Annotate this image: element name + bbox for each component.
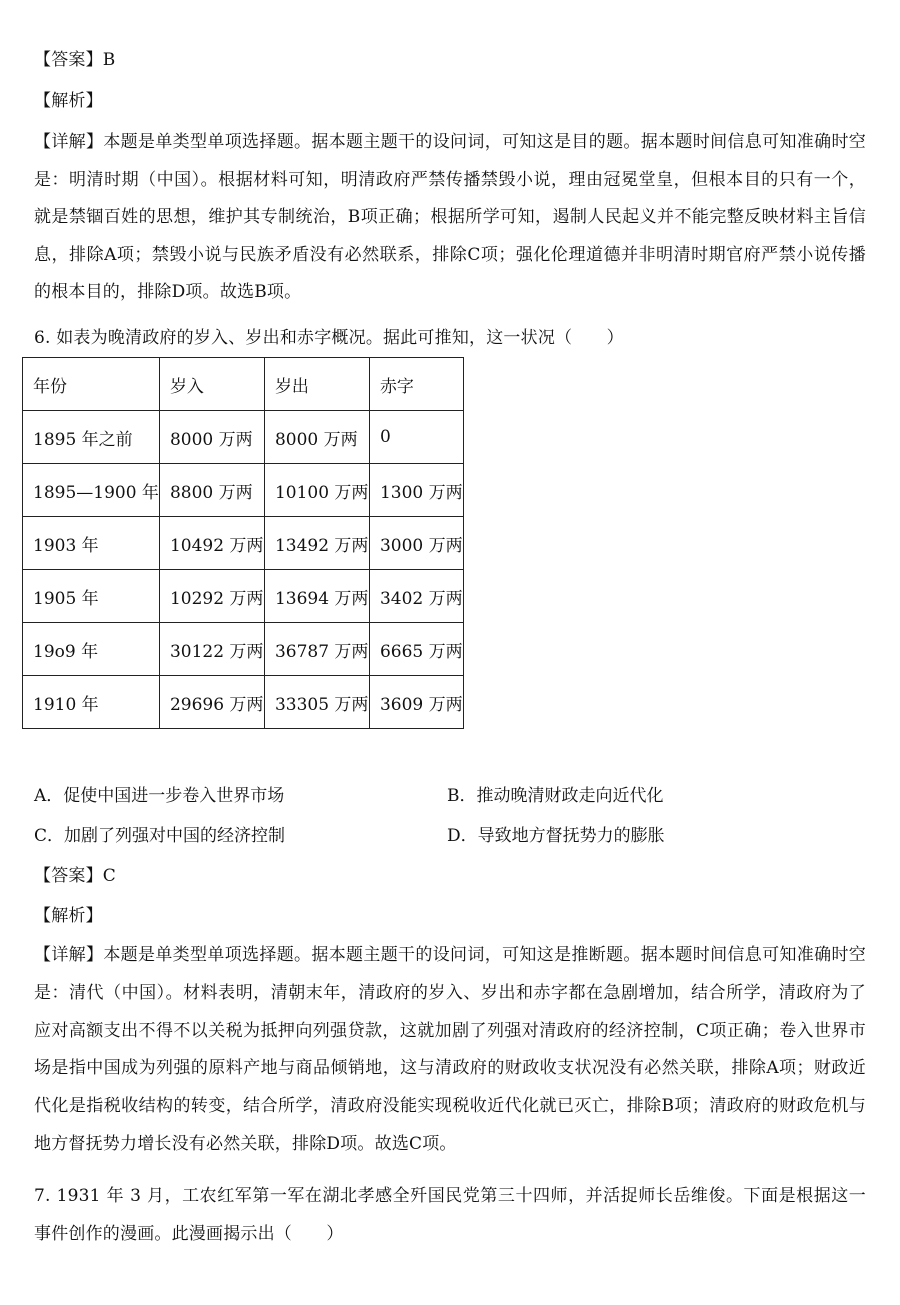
question-7-stem: 7. 1931 年 3 月，工农红军第一军在湖北孝感全歼国民党第三十四师，并活捉师长岳维俊。下面是根据这一事件创作的漫画。此漫画揭示出（ ） xyxy=(34,1186,866,1244)
question-6-stem: 6. 如表为晚清政府的岁入、岁出和赤字概况。据此可推知，这一状况（ ） xyxy=(34,328,624,348)
table-row xyxy=(23,411,464,464)
table-cell: 0 xyxy=(369,411,463,464)
table-cell: 33305 万两 xyxy=(264,676,369,729)
table-cell: 13694 万两 xyxy=(264,570,369,623)
answer-label-q5: 【答案】B xyxy=(34,50,116,70)
table-header-row xyxy=(23,358,464,411)
table-cell: 1903 年 xyxy=(23,517,160,570)
analysis-bracket-open: 【 xyxy=(34,91,52,111)
table-row xyxy=(23,676,464,729)
table-row xyxy=(23,623,464,676)
analysis-label-q6: 【解析】 xyxy=(34,906,103,926)
table-header-cell: 岁入 xyxy=(159,358,264,411)
table-cell: 10492 万两 xyxy=(159,517,264,570)
answer-label-q6: 【答案】C xyxy=(34,866,117,886)
option-a: A．促使中国进一步卷入世界市场 xyxy=(34,786,285,806)
table-cell: 1300 万两 xyxy=(369,464,463,517)
table-row xyxy=(23,464,464,517)
table-cell: 1905 年 xyxy=(23,570,160,623)
table-cell: 10292 万两 xyxy=(159,570,264,623)
table-header-cell: 年份 xyxy=(23,358,160,411)
detail-explanation-q6: 【详解】本题是单类型单项选择题。据本题主题干的设问词，可知这是推断题。据本题时间信息可知准确时空是：清代（中国）。材料表明，清朝末年，清政府的岁入、岁出和赤字都在急剧增加，结合所学，清政府为了应对高额支出不得不以关税为抵押向列强贷款，这就加剧了列强对清政府的经济控制，C项正确；卷入世界市场是指中国成为列强的原料产地与商品倾销地，这与清政府的财政收支状况没有必然关联，排除A项；财政近代化是指税收结构的转变，结合所学，清政府没能实现税收近代化就已灭亡，排除B项；清政府的财政危机与地方督抚势力增长没有必然关联，排除D项。故选C项。 xyxy=(34,945,866,1154)
table-cell: 1895—1900 年 xyxy=(23,464,160,517)
table-cell: 29696 万两 xyxy=(159,676,264,729)
table-cell: 13492 万两 xyxy=(264,517,369,570)
table-cell: 3609 万两 xyxy=(369,676,463,729)
table-cell: 1910 年 xyxy=(23,676,160,729)
detail-explanation-q5: 【详解】本题是单类型单项选择题。据本题主题干的设问词，可知这是目的题。据本题时间信息可知准确时空是：明清时期（中国）。根据材料可知，明清政府严禁传播禁毁小说，理由冠冕堂皇，但根本目的只有一个，就是禁锢百姓的思想，维护其专制统治，B项正确；根据所学可知，遏制人民起义并不能完整反映材料主旨信息，排除A项；禁毁小说与民族矛盾没有必然联系，排除C项；强化伦理道德并非明清时期官府严禁小说传播的根本目的，排除D项。故选B项。 xyxy=(34,132,866,303)
table-cell: 36787 万两 xyxy=(264,623,369,676)
table-header-cell: 岁出 xyxy=(264,358,369,411)
analysis-label-q5 xyxy=(34,89,103,113)
table-cell: 8000 万两 xyxy=(264,411,369,464)
table-header-cell: 赤字 xyxy=(369,358,463,411)
fiscal-table xyxy=(22,357,464,729)
table-cell: 8800 万两 xyxy=(159,464,264,517)
option-b: B．推动晚清财政走向近代化 xyxy=(447,786,664,806)
table-row xyxy=(23,570,464,623)
table-row xyxy=(23,517,464,570)
table-cell: 1895 年之前 xyxy=(23,411,160,464)
option-d: D．导致地方督抚势力的膨胀 xyxy=(447,826,665,846)
analysis-text: 解析 xyxy=(51,91,86,111)
table-cell: 10100 万两 xyxy=(264,464,369,517)
table-cell: 19o9 年 xyxy=(23,623,160,676)
analysis-bracket-close: 】 xyxy=(85,91,103,111)
table-cell: 8000 万两 xyxy=(159,411,264,464)
table-cell: 6665 万两 xyxy=(369,623,463,676)
table-cell: 3402 万两 xyxy=(369,570,463,623)
table-cell: 30122 万两 xyxy=(159,623,264,676)
option-c: C．加剧了列强对中国的经济控制 xyxy=(34,826,286,846)
table-cell: 3000 万两 xyxy=(369,517,463,570)
